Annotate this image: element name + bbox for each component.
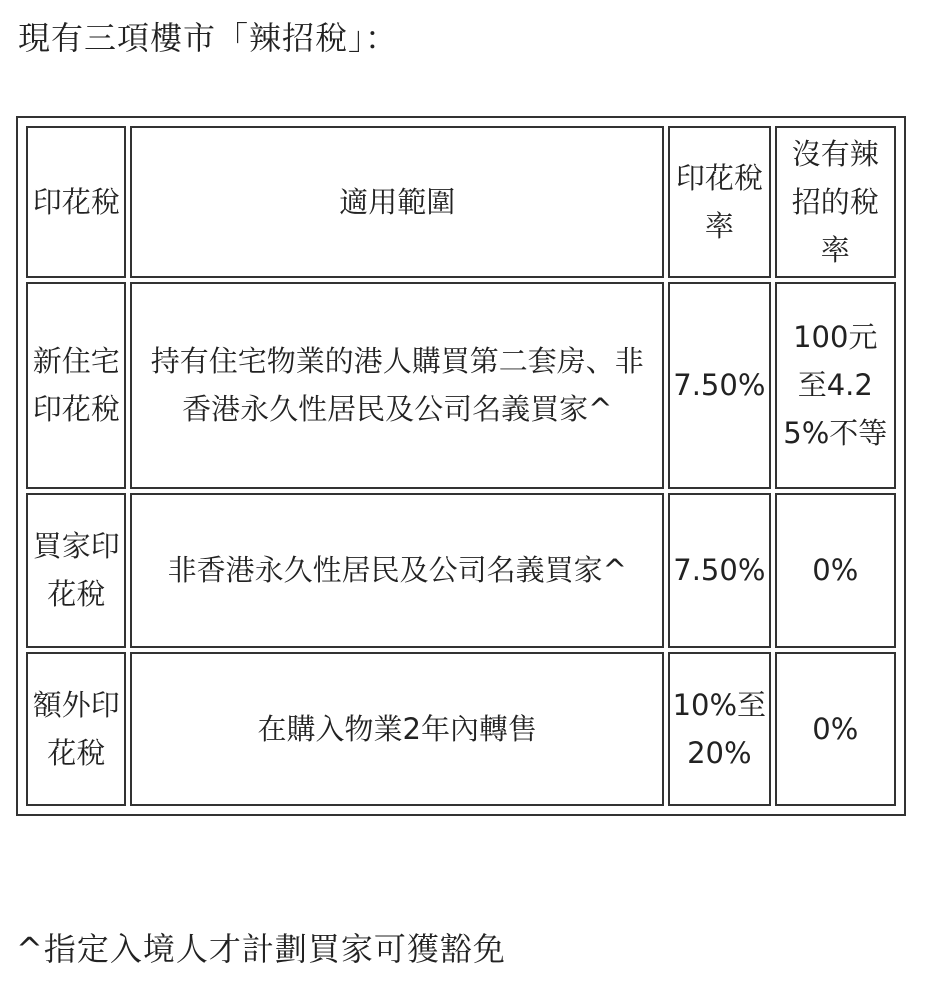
table-row bbox=[26, 282, 896, 489]
row-scope-cell: 在購入物業2年內轉售 bbox=[130, 652, 664, 806]
header-cell-old-rate: 沒有辣招的稅率 bbox=[775, 126, 896, 278]
row-type-cell: 額外印花稅 bbox=[26, 652, 126, 806]
table-row bbox=[26, 652, 896, 806]
header-cell-type: 印花稅 bbox=[26, 126, 126, 278]
row-rate-cell: 7.50% bbox=[668, 493, 771, 649]
row-rate-cell: 7.50% bbox=[668, 282, 771, 489]
page-heading: 現有三項樓市「辣招稅」： bbox=[18, 19, 399, 57]
row-scope-cell: 持有住宅物業的港人購買第二套房、非香港永久性居民及公司名義買家^ bbox=[130, 282, 664, 489]
row-old-rate-cell: 0% bbox=[775, 493, 896, 649]
table-header-row bbox=[26, 126, 896, 278]
stamp-duty-table bbox=[16, 116, 906, 816]
header-cell-rate: 印花稅率 bbox=[668, 126, 771, 278]
row-old-rate-cell: 0% bbox=[775, 652, 896, 806]
table-row bbox=[26, 493, 896, 649]
row-type-cell: 買家印花稅 bbox=[26, 493, 126, 649]
row-type-cell: 新住宅印花稅 bbox=[26, 282, 126, 489]
header-cell-scope: 適用範圍 bbox=[130, 126, 664, 278]
footnote: ^指定入境人才計劃買家可獲豁免 bbox=[16, 930, 506, 968]
tax-table bbox=[22, 122, 900, 810]
row-old-rate-cell: 100元至4.25%不等 bbox=[775, 282, 896, 489]
row-rate-cell: 10%至20% bbox=[668, 652, 771, 806]
row-scope-cell: 非香港永久性居民及公司名義買家^ bbox=[130, 493, 664, 649]
